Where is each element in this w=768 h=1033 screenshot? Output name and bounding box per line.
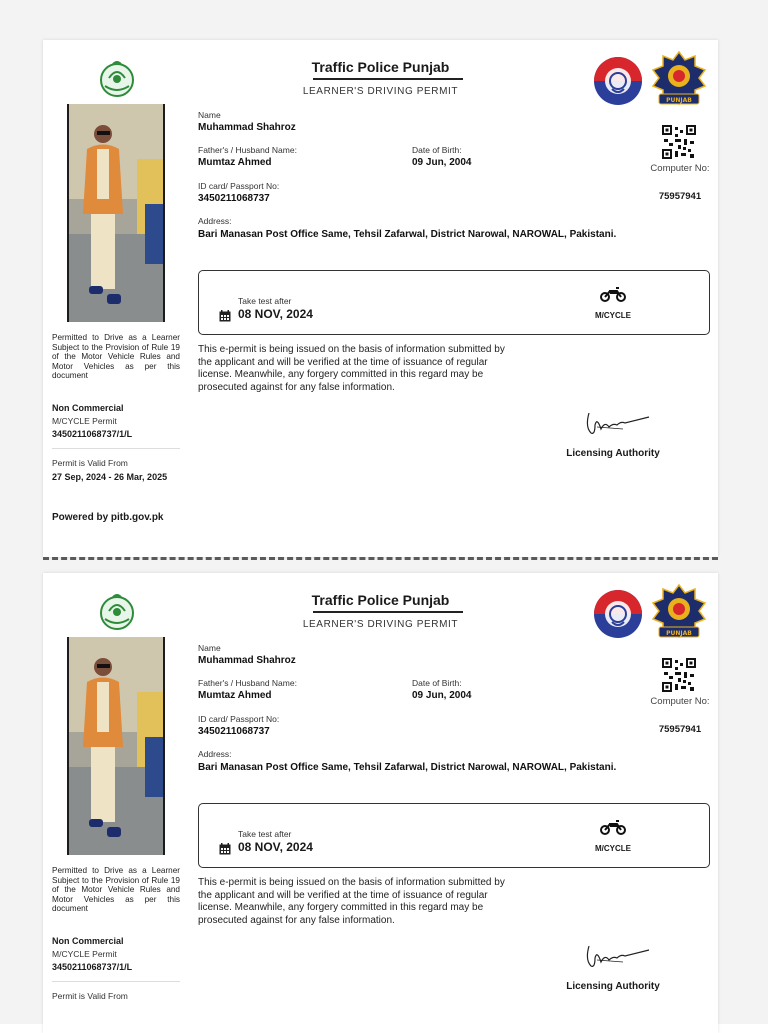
permit-subtitle: LEARNER'S DRIVING PERMIT [302,86,459,97]
authority-signature [583,940,653,970]
test-date: 08 NOV, 2024 [238,307,313,321]
permit-type: M/CYCLE Permit [52,949,117,959]
test-date: 08 NOV, 2024 [238,840,313,854]
permit-category: Non Commercial [52,403,124,413]
calendar-icon [219,843,231,855]
dob-value: 09 Jun, 2004 [412,157,472,168]
permit-number: 3450211068737/1/L [52,429,133,439]
validity-dates: 27 Sep, 2024 - 26 Mar, 2025 [52,472,168,482]
qr-code-icon [662,125,696,159]
computer-no-label: Computer No: [650,163,710,174]
licensing-authority-label: Licensing Authority [566,981,660,992]
name-value: Muhammad Shahroz [198,655,296,666]
father-name-label: Father's / Husband Name: [198,145,297,155]
name-value: Muhammad Shahroz [198,122,296,133]
id-card-label: ID card/ Passport No: [198,714,280,724]
dob-value: 09 Jun, 2004 [412,690,472,701]
traffic-police-badge-icon [651,583,707,643]
permit-card-2 [43,573,718,1033]
validity-label: Permit is Valid From [52,991,128,1001]
father-name-label: Father's / Husband Name: [198,678,297,688]
left-divider [52,981,180,982]
take-test-label: Take test after [238,296,292,306]
dob-label: Date of Birth: [412,678,462,688]
permit-category: Non Commercial [52,936,124,946]
test-info-box [198,803,710,868]
page-title: Traffic Police Punjab [311,59,450,75]
permit-number: 3450211068737/1/L [52,962,133,972]
title-underline [313,78,463,80]
title-underline [313,611,463,613]
address-label: Address: [198,216,232,226]
motorcycle-icon [600,819,626,835]
cut-line-divider [43,557,718,560]
id-card-value: 3450211068737 [198,726,270,737]
permit-card-1 [43,40,718,557]
validity-label: Permit is Valid From [52,458,128,468]
dob-label: Date of Birth: [412,145,462,155]
vehicle-type-label: M/CYCLE [595,844,631,853]
name-label: Name [198,110,221,120]
computer-no-value: 75957941 [658,191,702,202]
left-divider [52,448,180,449]
police-emblem-icon [592,588,644,640]
address-label: Address: [198,749,232,759]
father-name-value: Mumtaz Ahmed [198,690,272,701]
traffic-police-badge-icon [651,50,707,110]
computer-no-label: Computer No: [650,696,710,707]
licensing-authority-label: Licensing Authority [566,448,660,459]
qr-code-icon [662,658,696,692]
applicant-photo [67,637,165,855]
id-card-label: ID card/ Passport No: [198,181,280,191]
authority-signature [583,407,653,437]
name-label: Name [198,643,221,653]
vehicle-type-label: M/CYCLE [595,311,631,320]
permit-type: M/CYCLE Permit [52,416,117,426]
disclaimer-text: This e-permit is being issued on the basis of information submitted by the applicant and will be verified at the time of issuance of regular license. Meanwhile, any forgery committed in this regard may be prosecuted against for any false information. [198,877,505,926]
permission-text: Permitted to Drive as a Learner Subject to the Provision of Rule 19 of the Motor Vehicle Rules and Motor Vehicles as per this document [52,866,180,914]
applicant-photo [67,104,165,322]
permit-subtitle: LEARNER'S DRIVING PERMIT [302,619,459,630]
calendar-icon [219,310,231,322]
id-card-value: 3450211068737 [198,193,270,204]
disclaimer-text: This e-permit is being issued on the basis of information submitted by the applicant and will be verified at the time of issuance of regular license. Meanwhile, any forgery committed in this regard may be prosecuted against for any false information. [198,344,505,393]
powered-by-text: Powered by pitb.gov.pk [52,512,164,523]
police-emblem-icon [592,55,644,107]
svg-text:PUNJAB: PUNJAB [666,97,692,104]
test-info-box [198,270,710,335]
address-value: Bari Manasan Post Office Same, Tehsil Zafarwal, District Narowal, NAROWAL, Pakistani. [198,229,617,240]
permission-text: Permitted to Drive as a Learner Subject to the Provision of Rule 19 of the Motor Vehicle Rules and Motor Vehicles as per this document [52,333,180,381]
take-test-label: Take test after [238,829,292,839]
computer-no-value: 75957941 [658,724,702,735]
father-name-value: Mumtaz Ahmed [198,157,272,168]
address-value: Bari Manasan Post Office Same, Tehsil Zafarwal, District Narowal, NAROWAL, Pakistani. [198,762,617,773]
svg-text:PUNJAB: PUNJAB [666,630,692,637]
motorcycle-icon [600,286,626,302]
page-title: Traffic Police Punjab [311,592,450,608]
